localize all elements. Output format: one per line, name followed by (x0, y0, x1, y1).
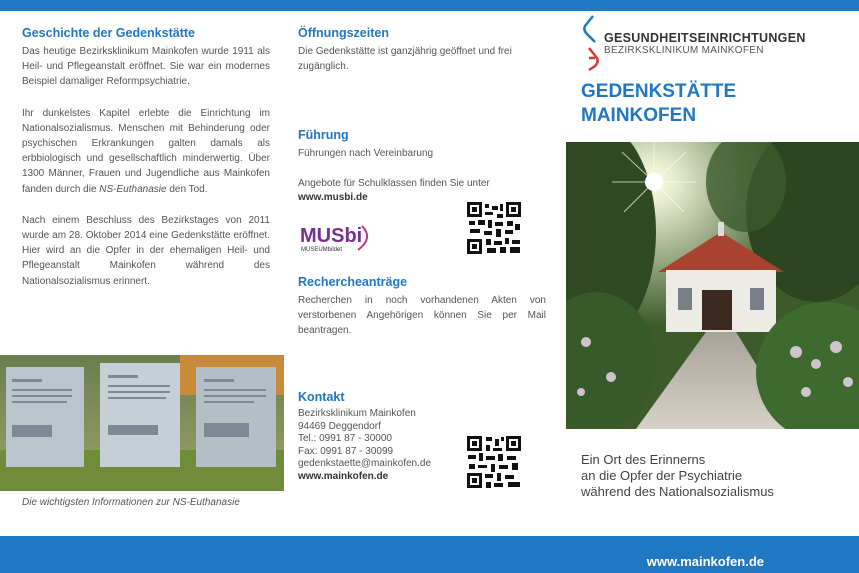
school-text: Angebote für Schulklassen finden Sie unter (298, 178, 490, 189)
logo-line-1: GESUNDHEITSEINRICHTUNGEN (604, 31, 806, 45)
history-paragraph-1: Das heutige Bezirksklinikum Mainkofen wurde 1911 als Heil- und Pflegeanstalt eröffnet. Sie war ein modernes Beispiel damaliger Reformpsychiatrie. (22, 46, 270, 88)
tagline: Ein Ort des Erinnerns an die Opfer der Psychiatrie während des Nationalsozialismus (581, 452, 774, 499)
history-section (22, 26, 270, 289)
bottom-accent-bar (0, 536, 859, 573)
tour-heading: Führung (298, 128, 349, 142)
svg-text:MUSEUMbildet: MUSEUMbildet (301, 247, 343, 253)
contact-website-link[interactable]: www.mainkofen.de (298, 470, 389, 482)
top-accent-bar (0, 0, 859, 11)
musbi-qr-code[interactable] (467, 202, 521, 254)
history-paragraph-3: Nach einem Beschluss des Bezirkstages von 2011 wurde am 28. Oktober 2014 eine Gedenkstätte eröffnet. Hier wird an die Opfer in der ehemaligen Heil- und Pflegeanstalt Mainkofen während des Nationalsozialismus erinnert. (22, 214, 270, 287)
musbi-logo[interactable] (300, 220, 372, 259)
opening-hours-heading: Öffnungszeiten (298, 26, 389, 40)
contact-city: 94469 Deggendorf (298, 420, 381, 432)
research-heading: Rechercheanträge (298, 275, 408, 289)
footer-website-link[interactable]: www.mainkofen.de (646, 554, 764, 569)
organization-logo (581, 14, 603, 77)
page-title: GEDENKSTÄTTE MAINKOFEN (581, 81, 737, 126)
memorial-chapel-photo (566, 142, 859, 429)
contact-tel: Tel.: 0991 87 - 30000 (298, 433, 392, 444)
research-text: Recherchen in noch vorhandenen Akten von verstorbenen Angehörigen können Sie per Mail beantragen. (298, 295, 546, 336)
history-paragraph-2: Ihr dunkelstes Kapitel erlebte die Einrichtung im Nationalsozialismus. Menschen mit Behinderung oder psychischen Erkrankungen galten damals als erbbiologisch und gesellschaftlich minderwertig. Über 1300 Männer, Frauen und Jugendliche aus Mainkofen fanden durch die NS-Euthanasie den Tod. (22, 107, 270, 195)
photo-caption: Die wichtigsten Informationen zur NS-Euthanasie (22, 497, 240, 508)
info-boards-photo (0, 355, 284, 491)
contact-name: Bezirksklinikum Mainkofen (298, 408, 416, 419)
logo-line-2: BEZIRKSKLINIKUM MAINKOFEN (604, 45, 764, 56)
opening-hours-text: Die Gedenkstätte ist ganzjährig geöffnet und frei zugänglich. (298, 46, 512, 72)
musbi-link[interactable]: www.musbi.de (298, 192, 368, 203)
contact-fax: Fax: 0991 87 - 30099 (298, 445, 394, 457)
svg-text:MUSbi: MUSbi (300, 225, 363, 247)
history-heading: Geschichte der Gedenkstätte (22, 26, 195, 40)
tour-text: Führungen nach Vereinbarung (298, 148, 434, 159)
contact-email[interactable]: gedenkstaette@mainkofen.de (298, 458, 432, 469)
logo-blue-stroke-icon (584, 16, 595, 42)
mainkofen-qr-code[interactable] (467, 436, 521, 488)
contact-heading: Kontakt (298, 390, 345, 404)
